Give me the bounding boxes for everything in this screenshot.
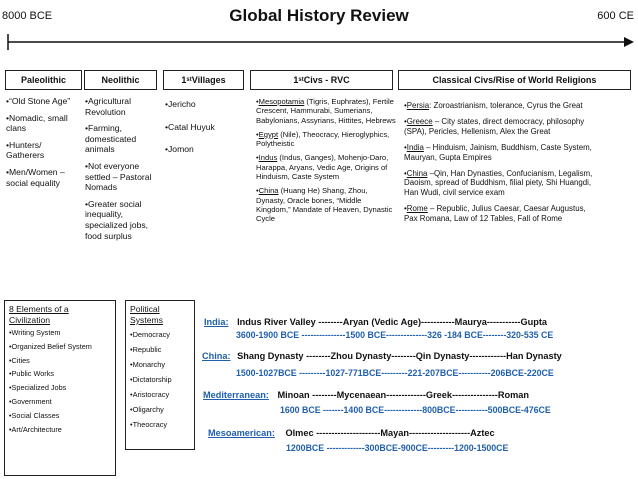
neolithic-list <box>85 96 161 241</box>
list-item: •China –Qin, Han Dynasties, Confucianism, Legalism, Daoism, spread of Buddhism, filial piety, Shi Huangdi, Han Wudi, civil service exam <box>404 168 593 198</box>
villages-list <box>165 99 245 155</box>
list-item: •Government <box>9 396 52 406</box>
list-item: •Art/Architecture <box>9 424 62 434</box>
timeline-label: China: <box>202 351 231 361</box>
timeline-arrow <box>0 30 638 54</box>
list-item: •Republic <box>130 345 162 354</box>
list-item: •Mesopotamia (Tigris, Euphrates), Fertile Crescent, Hammurabi, Sumerians, Babylonians, Assyrians, Hittites, Hebrews <box>256 97 396 125</box>
list-item: •Farming, domesticated animals <box>85 123 137 155</box>
list-item: •Not everyone settled – Pastoral Nomads <box>85 160 152 193</box>
list-item: •Egypt (Nile), Theocracy, Hieroglyphics, Polytheistic <box>256 129 390 149</box>
list-item: •Theocracy <box>130 420 168 429</box>
list-item: •Rome – Republic, Julius Caesar, Caesar Augustus, Pax Romana, Law of 12 Tables, Fall of Rome <box>404 204 586 224</box>
list-item: •Dictatorship <box>130 375 172 384</box>
list-item: •Oligarchy <box>130 405 164 414</box>
end-date: 600 CE <box>597 10 634 22</box>
list-item: •Public Works <box>9 369 54 379</box>
timeline-label: India: <box>204 317 229 327</box>
paleolithic-list <box>6 96 82 188</box>
list-item: •Monarchy <box>130 360 166 369</box>
list-item: •Aristocracy <box>130 390 170 399</box>
timeline-india <box>204 317 547 327</box>
list-item: •Persia: Zoroastrianism, tolerance, Cyrus the Great <box>404 101 583 110</box>
list-item: •Cities <box>9 355 30 365</box>
column-header-villages: 1 st Villages <box>163 70 244 90</box>
list-item: •China (Huang He) Shang, Zhou, Dynasty, Oracle bones, “Middle Kingdom,” Mandate of Heaven, Dynastic Cycle <box>256 186 393 224</box>
timeline-sequence: Minoan --------Mycenaean-------------Greek---------------Roman <box>277 390 530 400</box>
list-item: •Specialized Jobs <box>9 383 67 393</box>
list-item: •Hunters/ Gatherers <box>6 139 45 161</box>
timeline-label: Mediterranean: <box>203 390 269 400</box>
timeline-mesoamerican <box>208 428 495 438</box>
timeline-mediterranean <box>203 390 529 400</box>
column-header-first-civs: 1 st Civs - RVC <box>250 70 393 90</box>
timeline-label: Mesoamerican: <box>208 428 275 438</box>
list-item: •Social Classes <box>9 410 60 420</box>
page-title: Global History Review <box>229 6 409 25</box>
list-item: •Greater social inequality, specialized jobs, food surplus <box>85 198 149 241</box>
timeline-sequence: Olmec ---------------------Mayan--------------------Aztec <box>285 428 495 438</box>
classical-list <box>404 101 594 224</box>
timeline-dates: 1200BCE -------------300BCE-900CE---------1200-1500CE <box>286 443 509 453</box>
timeline-china <box>202 351 562 361</box>
timeline-sequence: Shang Dynasty --------Zhou Dynasty--------Qin Dynasty------------Han Dynasty <box>237 351 562 361</box>
list-item: •Jericho <box>165 99 196 109</box>
column-header-paleolithic: Paleolithic <box>5 70 82 90</box>
list-item: •Catal Huyuk <box>165 121 215 132</box>
list-item: •“Old Stone Age” <box>6 96 71 106</box>
list-item: •Writing System <box>9 328 61 337</box>
list-item: •Nomadic, small clans <box>6 112 68 134</box>
start-date: 8000 BCE <box>2 10 53 22</box>
column-header-neolithic: Neolithic <box>84 70 157 90</box>
list-item: •Greece – City states, direct democracy, philosophy (SPA), Pericles, Hellenism, Alex the Great <box>404 116 585 136</box>
elements-title: 8 Elements of a Civilization <box>9 304 69 325</box>
list-item: •Organized Belief System <box>9 341 92 351</box>
timeline-dates: 3600-1900 BCE ---------------1500 BCE--------------326 -184 BCE--------320-535 CE <box>236 330 554 340</box>
timeline-dates: 1600 BCE -------1400 BCE-------------800BCE-----------500BCE-476CE <box>280 405 551 415</box>
list-item: •Democracy <box>130 330 170 339</box>
timeline-sequence: Indus River Valley --------Aryan (Vedic Age)-----------Maurya-----------Gupta <box>237 317 548 327</box>
elements-of-civilization-box <box>4 300 116 476</box>
river-valley-list <box>256 97 398 224</box>
list-item: •Men/Women – social equality <box>6 166 65 188</box>
list-item: •India – Hinduism, Jainism, Buddhism, Caste System, Mauryan, Gupta Empires <box>404 142 592 162</box>
political-title: Political Systems <box>130 304 163 325</box>
column-header-classical: Classical Civs/Rise of World Religions <box>398 70 631 90</box>
list-item: •Agricultural Revolution <box>85 96 131 117</box>
political-systems-box <box>125 300 195 450</box>
list-item: •Jomon <box>165 144 194 155</box>
list-item: •Indus (Indus, Ganges), Mohenjo-Daro, Harappa, Aryans, Vedic Age, Origins of Hinduism, Caste System <box>256 153 389 182</box>
timeline-dates: 1500-1027BCE ---------1027-771BCE---------221-207BCE-----------206BCE-220CE <box>236 368 554 378</box>
